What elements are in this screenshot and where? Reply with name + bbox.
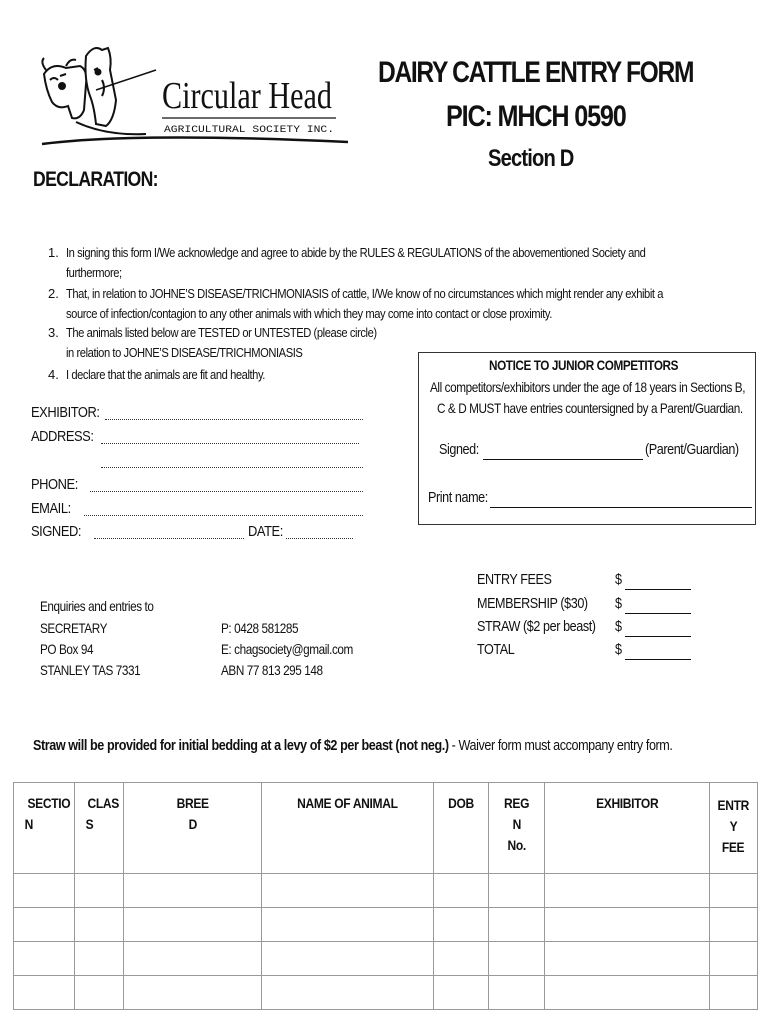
table-row	[14, 908, 758, 942]
address-input-line-2[interactable]	[101, 467, 363, 468]
signed-label: SIGNED:	[31, 523, 82, 540]
contact-email[interactable]: E: chagsociety@gmail.com	[221, 641, 353, 657]
notice-text: C & D MUST have entries countersigned by a Parent/Guardian.	[437, 400, 743, 416]
secretary-text: SECRETARY	[40, 620, 108, 636]
notice-text: All competitors/exhibitors under the age of 18 years in Sections B,	[430, 379, 746, 395]
enquiries-text: Enquiries and entries to	[40, 598, 154, 614]
table-cell[interactable]	[262, 908, 434, 942]
table-cell[interactable]	[262, 942, 434, 976]
table-cell[interactable]	[14, 908, 75, 942]
table-cell[interactable]	[124, 976, 262, 1010]
table-cell[interactable]	[124, 942, 262, 976]
town-text: STANLEY TAS 7331	[40, 662, 141, 678]
declaration-text: I declare that the animals are fit and healthy.	[66, 367, 265, 382]
fee-label: MEMBERSHIP ($30)	[477, 595, 588, 612]
table-cell[interactable]	[262, 976, 434, 1010]
table-cell[interactable]	[545, 908, 710, 942]
section-label: Section D	[488, 145, 574, 172]
straw-note-bold: Straw will be provided for initial bedding at a levy of $2 per beast (not neg.)	[33, 737, 449, 754]
table-cell[interactable]	[75, 908, 124, 942]
email-label: EMAIL:	[31, 500, 71, 517]
notice-title: NOTICE TO JUNIOR COMPETITORS	[489, 357, 679, 373]
table-cell[interactable]	[124, 874, 262, 908]
fee-entry-line[interactable]	[625, 659, 691, 660]
junior-notice-box	[418, 352, 756, 525]
table-cell[interactable]	[75, 976, 124, 1010]
logo-subtitle: AGRICULTURAL SOCIETY INC.	[164, 124, 334, 136]
po-box-text: PO Box 94	[40, 641, 94, 657]
exhibitor-label: EXHIBITOR:	[31, 404, 100, 421]
table-row	[14, 942, 758, 976]
table-cell[interactable]	[489, 942, 545, 976]
abn-text: ABN 77 813 295 148	[221, 662, 323, 678]
parent-guardian-label: (Parent/Guardian)	[645, 441, 739, 458]
table-cell[interactable]	[14, 874, 75, 908]
item-number: 4.	[48, 367, 59, 382]
table-cell[interactable]	[434, 976, 489, 1010]
table-cell[interactable]	[75, 874, 124, 908]
table-cell[interactable]	[434, 942, 489, 976]
table-cell[interactable]	[710, 908, 758, 942]
declaration-text: The animals listed below are TESTED or UNTESTED (please circle)	[66, 325, 377, 340]
item-number: 3.	[48, 325, 59, 340]
guardian-signature-line[interactable]	[483, 459, 643, 460]
table-cell[interactable]	[434, 874, 489, 908]
item-number: 2.	[48, 286, 59, 301]
date-label: DATE:	[248, 523, 283, 540]
table-row	[14, 976, 758, 1010]
table-row	[14, 874, 758, 908]
table-cell[interactable]	[545, 942, 710, 976]
table-cell[interactable]	[489, 874, 545, 908]
print-name-line[interactable]	[490, 507, 752, 508]
fee-entry-line[interactable]	[625, 613, 691, 614]
table-cell[interactable]	[262, 874, 434, 908]
signature-input-line[interactable]	[94, 538, 244, 539]
fee-entry-line[interactable]	[625, 636, 691, 637]
table-cell[interactable]	[489, 908, 545, 942]
contact-phone: P: 0428 581285	[221, 620, 299, 636]
declaration-text: in relation to JOHNE’S DISEASE/TRICHMONIASIS	[66, 345, 303, 360]
col-header-breed: BREE D	[124, 783, 262, 874]
col-header-entry-fee: ENTR Y FEE	[710, 783, 758, 874]
exhibitor-input-line[interactable]	[105, 419, 363, 420]
declaration-text: source of infection/contagion to any other animals with which they may come into contact or close proximity.	[66, 306, 552, 321]
col-header-class: CLAS S	[75, 783, 124, 874]
table-cell[interactable]	[489, 976, 545, 1010]
print-name-label: Print name:	[428, 489, 488, 506]
address-input-line[interactable]	[101, 443, 359, 444]
table-cell[interactable]	[710, 874, 758, 908]
declaration-heading: DECLARATION:	[33, 168, 158, 191]
table-header-row	[14, 783, 758, 874]
society-logo	[36, 40, 356, 152]
fee-label: TOTAL	[477, 641, 515, 658]
phone-label: PHONE:	[31, 476, 78, 493]
col-header-exhibitor: EXHIBITOR	[545, 783, 710, 874]
logo-name: Circular Head	[162, 75, 332, 117]
fee-entry-line[interactable]	[625, 589, 691, 590]
date-input-line[interactable]	[286, 538, 353, 539]
address-label: ADDRESS:	[31, 428, 94, 445]
table-cell[interactable]	[434, 908, 489, 942]
fee-currency: $	[615, 618, 622, 635]
phone-input-line[interactable]	[90, 491, 363, 492]
straw-note-rest: - Waiver form must accompany entry form.	[448, 737, 673, 754]
fee-label: STRAW ($2 per beast)	[477, 618, 596, 635]
table-cell[interactable]	[710, 976, 758, 1010]
item-number: 1.	[48, 245, 59, 260]
table-cell[interactable]	[75, 942, 124, 976]
fee-currency: $	[615, 571, 622, 588]
declaration-text: furthermore;	[66, 265, 122, 280]
fee-currency: $	[615, 641, 622, 658]
table-cell[interactable]	[545, 874, 710, 908]
entry-table	[13, 782, 758, 1010]
table-cell[interactable]	[124, 908, 262, 942]
declaration-text: In signing this form I/We acknowledge and agree to abide by the RULES & REGULATIONS of the abovementioned Society and	[66, 245, 646, 260]
table-cell[interactable]	[710, 942, 758, 976]
col-header-dob: DOB	[434, 783, 489, 874]
pic-number: PIC: MHCH 0590	[446, 100, 626, 133]
col-header-animal-name: NAME OF ANIMAL	[262, 783, 434, 874]
col-header-section: SECTIO N	[14, 783, 75, 874]
email-input-line[interactable]	[84, 515, 363, 516]
declaration-text: That, in relation to JOHNE’S DISEASE/TRICHMONIASIS of cattle, I/We know of no circumstances which might render any exhibit a	[66, 286, 664, 301]
fee-label: ENTRY FEES	[477, 571, 552, 588]
table-cell[interactable]	[545, 976, 710, 1010]
table-cell[interactable]	[14, 942, 75, 976]
col-header-regn: REG N No.	[489, 783, 545, 874]
fee-currency: $	[615, 595, 622, 612]
guardian-signed-label: Signed:	[439, 441, 479, 458]
straw-note	[33, 737, 672, 754]
form-title: DAIRY CATTLE ENTRY FORM	[378, 56, 694, 89]
table-cell[interactable]	[14, 976, 75, 1010]
